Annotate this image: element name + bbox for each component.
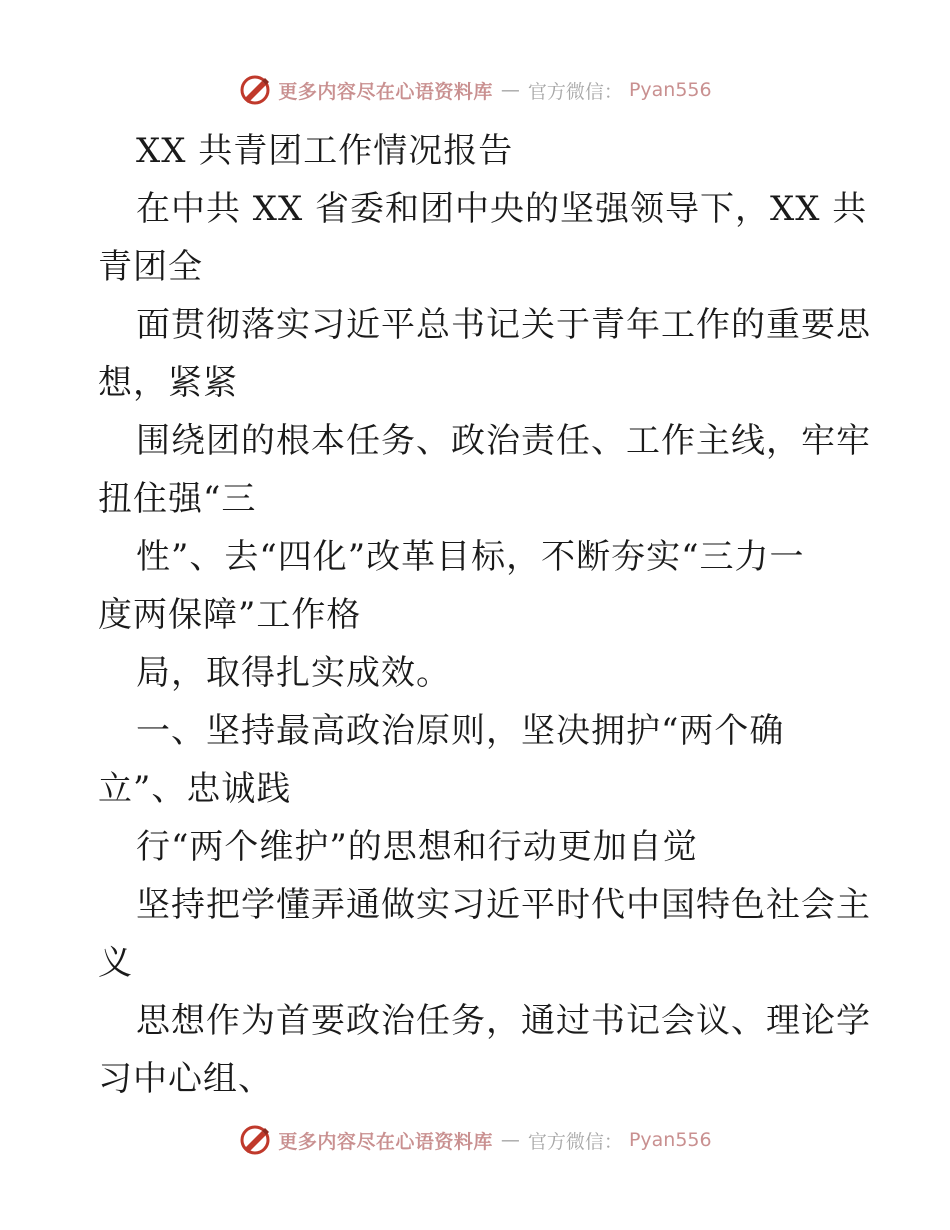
section-heading-continued: 行“两个维护”的思想和行动更加自觉 xyxy=(136,827,698,867)
banner-wechat-label: 官方微信： xyxy=(527,80,623,103)
document-body xyxy=(98,122,871,1108)
pen-logo-icon xyxy=(238,1123,272,1157)
text-line: 习中心组、 xyxy=(98,1059,273,1099)
banner-wechat-id: Pyan556 xyxy=(628,79,712,101)
text-line: 青团全 xyxy=(98,247,203,287)
header-watermark-banner xyxy=(0,70,950,110)
text-line: 想，紧紧 xyxy=(98,363,238,403)
text-line: 义 xyxy=(98,943,133,983)
text-line: 坚持把学懂弄通做实习近平时代中国特色社会主 xyxy=(136,885,871,925)
banner-separator: — xyxy=(500,79,520,101)
banner-separator: — xyxy=(500,1129,520,1151)
text-line: 性”、去“四化”改革目标，不断夯实“三力一 xyxy=(136,537,805,577)
text-line: 度两保障”工作格 xyxy=(98,595,362,635)
pen-logo-icon xyxy=(238,73,272,107)
text-line: 局，取得扎实成效。 xyxy=(136,653,451,693)
banner-wechat-id: Pyan556 xyxy=(628,1129,712,1151)
text-line: 面贯彻落实习近平总书记关于青年工作的重要思 xyxy=(136,305,871,345)
footer-watermark-banner xyxy=(0,1120,950,1160)
text-line: 围绕团的根本任务、政治责任、工作主线，牢牢 xyxy=(136,421,871,461)
text-line: 思想作为首要政治任务，通过书记会议、理论学 xyxy=(136,1001,871,1041)
section-heading: 一、坚持最高政治原则，坚决拥护“两个确 xyxy=(136,711,785,751)
section-heading-continued: 立”、忠诚践 xyxy=(98,769,292,809)
banner-wechat-label: 官方微信： xyxy=(527,1130,623,1153)
text-line: 在中共 XX 省委和团中央的坚强领导下，XX 共 xyxy=(136,189,868,229)
banner-text: 更多内容尽在心语资料库 xyxy=(278,1130,493,1153)
banner-text: 更多内容尽在心语资料库 xyxy=(278,80,493,103)
document-title: XX 共青团工作情况报告 xyxy=(136,131,514,171)
text-line: 扭住强“三 xyxy=(98,479,257,519)
